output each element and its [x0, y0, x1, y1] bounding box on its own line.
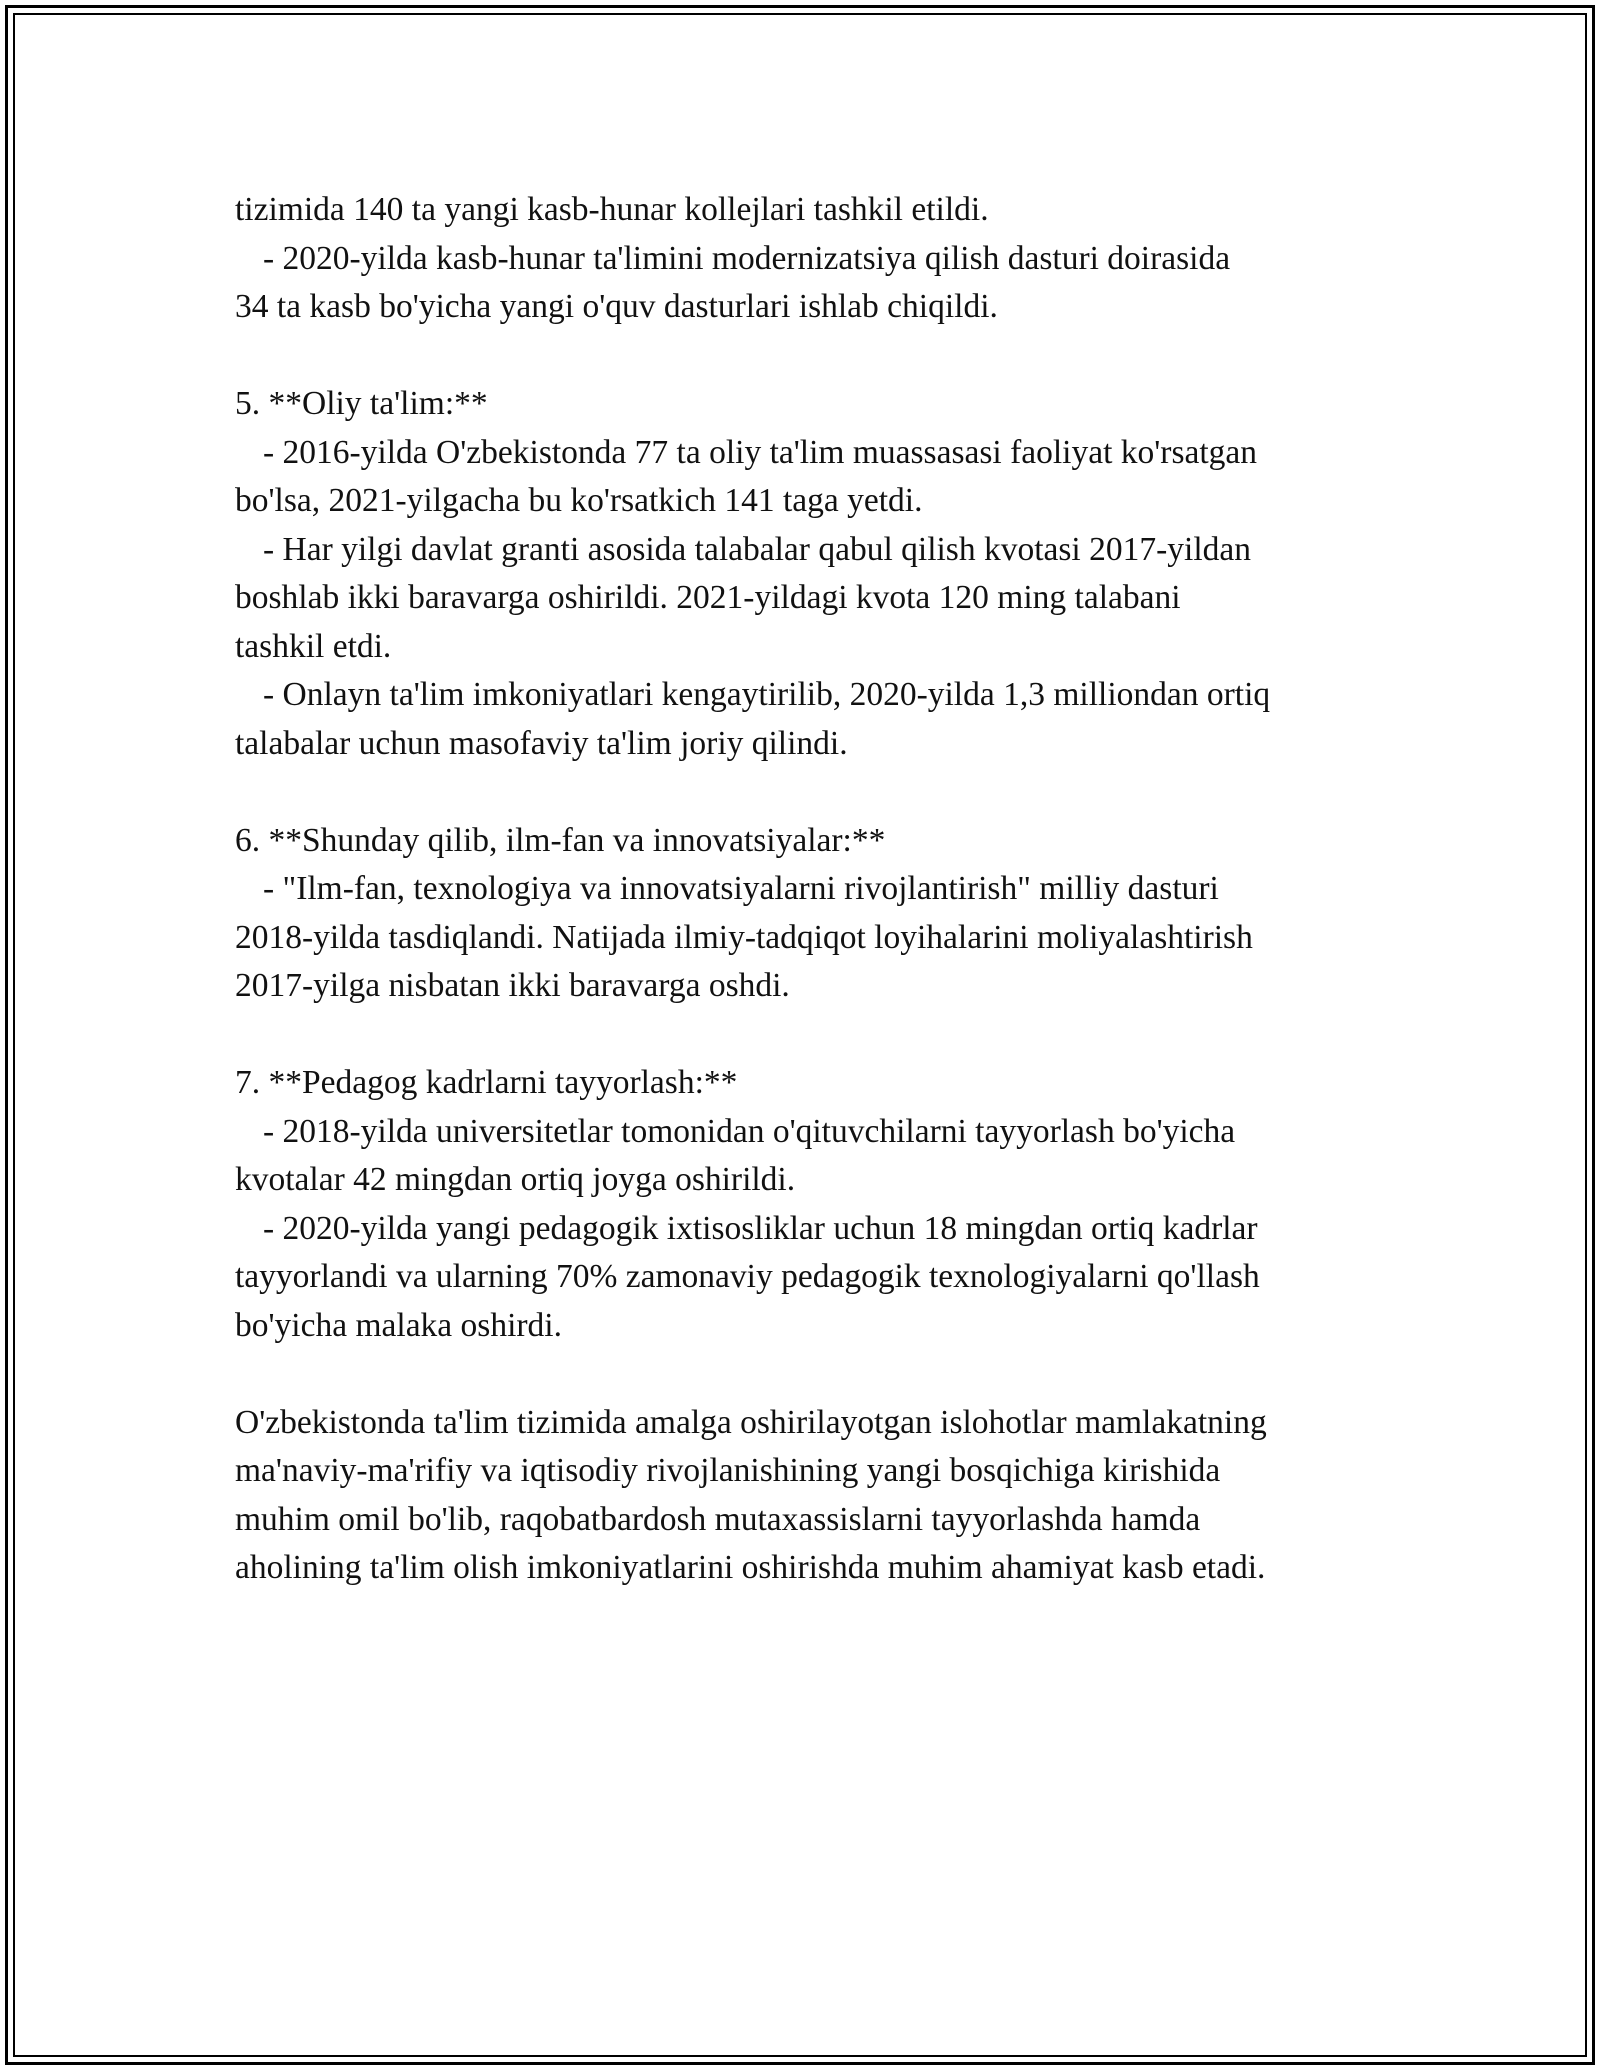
text-line: kvotalar 42 mingdan ortiq joyga oshirildi. — [235, 1161, 796, 1198]
text-line: aholining ta'lim olish imkoniyatlarini oshirishda muhim ahamiyat kasb etadi. — [235, 1549, 1266, 1586]
paragraph-vocational-continuation — [235, 186, 1395, 332]
paragraph-gap — [235, 332, 1395, 381]
paragraph-gap — [235, 1011, 1395, 1060]
text-line: - 2020-yilda yangi pedagogik ixtisosliklar uchun 18 mingdan ortiq kadrlar — [263, 1209, 1258, 1247]
text-line: - Har yilgi davlat granti asosida talabalar qabul qilish kvotasi 2017-yildan — [263, 530, 1252, 568]
text-line: - "Ilm-fan, texnologiya va innovatsiyalarni rivojlantirish" milliy dasturi — [263, 870, 1219, 907]
text-line: - Onlayn ta'lim imkoniyatlari kengaytirilib, 2020-yilda 1,3 milliondan ortiq — [263, 676, 1271, 713]
section-heading: 5. **Oliy ta'lim:** — [235, 385, 488, 422]
text-line: tayyorlandi va ularning 70% zamonaviy pedagogik texnologiyalarni qo'llash — [235, 1258, 1260, 1295]
text-line: talabalar uchun masofaviy ta'lim joriy qilindi. — [235, 724, 848, 762]
section-teacher-training — [235, 1059, 1395, 1350]
text-line: bo'lsa, 2021-yilgacha bu ko'rsatkich 141 taga yetdi. — [235, 482, 923, 519]
text-line: bo'yicha malaka oshirdi. — [235, 1306, 562, 1344]
text-line: - 2018-yilda universitetlar tomonidan o'qituvchilarni tayyorlash bo'yicha — [263, 1112, 1236, 1150]
text-line: - 2016-yilda O'zbekistonda 77 ta oliy ta'lim muassasasi faoliyat ko'rsatgan — [263, 433, 1258, 471]
paragraph-conclusion — [235, 1399, 1395, 1593]
text-line: boshlab ikki baravarga oshirildi. 2021-yildagi kvota 120 ming talabani — [235, 579, 1181, 616]
text-line: 2018-yilda tasdiqlandi. Natijada ilmiy-tadqiqot loyihalarini moliyalashtirish — [235, 918, 1253, 956]
section-heading: 7. **Pedagog kadrlarni tayyorlash:** — [235, 1064, 738, 1101]
text-line: tizimida 140 ta yangi kasb-hunar kollejlari tashkil etildi. — [235, 191, 989, 228]
section-higher-education — [235, 380, 1395, 768]
section-science-innovation — [235, 817, 1395, 1011]
text-line: muhim omil bo'lib, raqobatbardosh mutaxassislarni tayyorlashda hamda — [235, 1500, 1201, 1538]
paragraph-gap — [235, 1350, 1395, 1399]
document-body — [235, 186, 1395, 1593]
section-heading: 6. **Shunday qilib, ilm-fan va innovatsiyalar:** — [235, 821, 886, 859]
text-line: 34 ta kasb bo'yicha yangi o'quv dasturlari ishlab chiqildi. — [235, 288, 998, 325]
text-line: O'zbekistonda ta'lim tizimida amalga oshirilayotgan islohotlar mamlakatning — [235, 1403, 1267, 1441]
text-line: ma'naviy-ma'rifiy va iqtisodiy rivojlanishining yangi bosqichiga kirishida — [235, 1452, 1221, 1489]
text-line: 2017-yilga nisbatan ikki baravarga oshdi. — [235, 967, 790, 1004]
paragraph-gap — [235, 768, 1395, 817]
text-line: - 2020-yilda kasb-hunar ta'limini modernizatsiya qilish dasturi doirasida — [263, 239, 1231, 277]
text-line: tashkil etdi. — [235, 627, 392, 665]
